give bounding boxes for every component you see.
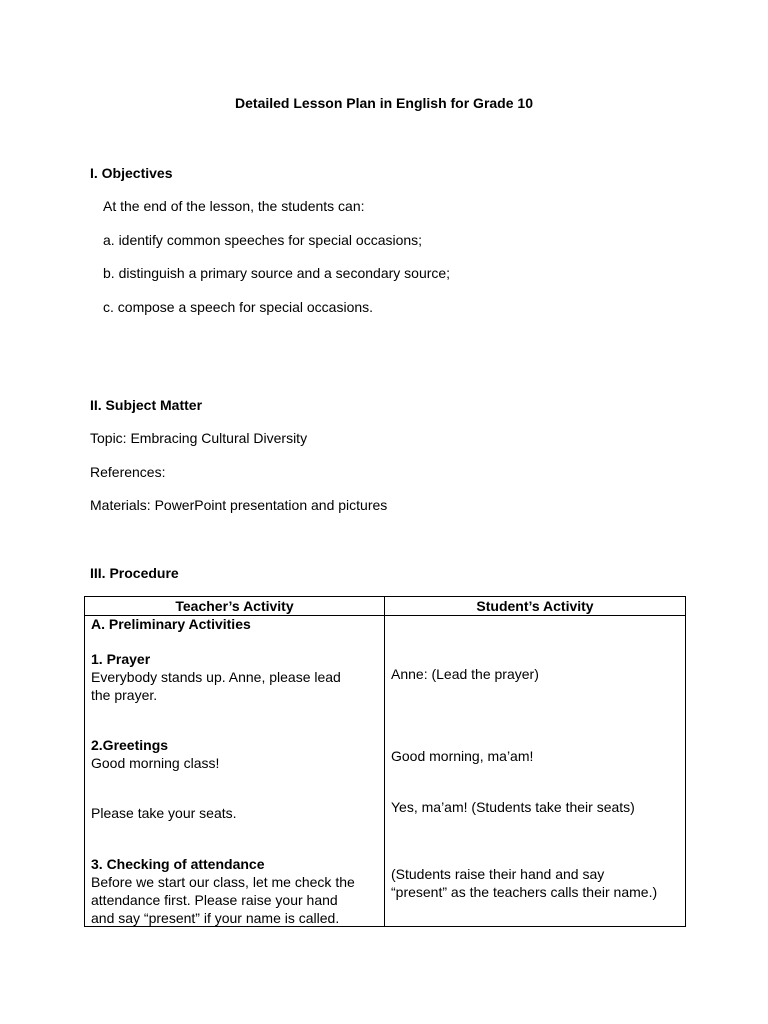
greetings-line: Good morning class!: [91, 755, 220, 771]
table-header-row: [85, 597, 686, 616]
student-activity-cell: [385, 616, 686, 927]
objective-item: b. distinguish a primary source and a secondary source;: [103, 265, 451, 281]
prayer-heading: 1. Prayer: [91, 651, 151, 667]
preliminary-activities-heading: A. Preliminary Activities: [91, 616, 251, 632]
subject-matter-heading: II. Subject Matter: [90, 397, 203, 413]
attendance-heading: 3. Checking of attendance: [91, 856, 265, 872]
objectives-intro: At the end of the lesson, the students can:: [103, 198, 365, 214]
seats-line: Please take your seats.: [91, 805, 237, 821]
attendance-line: attendance first. Please raise your hand: [91, 892, 338, 908]
procedure-heading: III. Procedure: [90, 565, 179, 581]
student-greetings-response: Good morning, ma’am!: [391, 748, 534, 764]
references-line: References:: [90, 464, 166, 480]
table-row: [85, 616, 686, 927]
objectives-heading: I. Objectives: [90, 165, 173, 181]
teacher-activity-cell: [85, 616, 385, 927]
attendance-line: Before we start our class, let me check the: [91, 874, 355, 890]
teacher-activity-header: Teacher’s Activity: [85, 597, 385, 616]
topic-line: Topic: Embracing Cultural Diversity: [90, 430, 308, 446]
prayer-instruction-line: Everybody stands up. Anne, please lead: [91, 669, 341, 685]
procedure-table: [84, 596, 686, 927]
objective-item: a. identify common speeches for special occasions;: [103, 232, 423, 248]
student-attendance-response: “present” as the teachers calls their name.): [391, 884, 658, 900]
document-title: Detailed Lesson Plan in English for Grade 10: [235, 95, 533, 111]
prayer-instruction-line: the prayer.: [91, 687, 158, 703]
materials-line: Materials: PowerPoint presentation and pictures: [90, 497, 388, 513]
student-activity-header: Student’s Activity: [385, 597, 686, 616]
student-attendance-response: (Students raise their hand and say: [391, 866, 605, 882]
student-seats-response: Yes, ma’am! (Students take their seats): [391, 799, 635, 815]
greetings-heading: 2.Greetings: [91, 737, 169, 753]
attendance-line: and say “present” if your name is called.: [91, 910, 340, 926]
objective-item: c. compose a speech for special occasions.: [103, 299, 374, 315]
student-prayer-response: Anne: (Lead the prayer): [391, 666, 539, 682]
